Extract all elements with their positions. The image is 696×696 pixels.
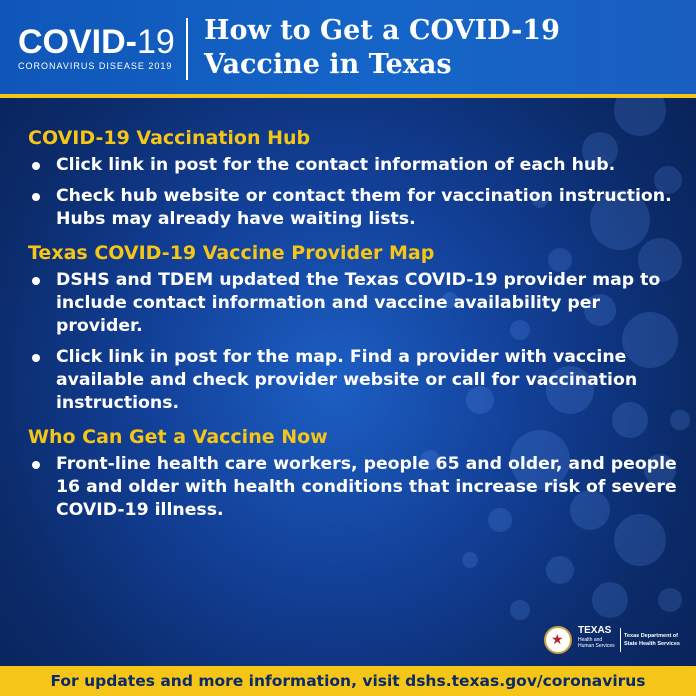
bullet-item: DSHS and TDEM updated the Texas COVID-19 provider map to include contact information and vaccine availability per provider. (28, 269, 688, 338)
bullet-dot-icon (32, 354, 40, 362)
bokeh-circle (510, 600, 530, 620)
header-divider (186, 18, 188, 80)
logo-wordmark: COVID-19 (18, 23, 175, 61)
section-heading: COVID-19 Vaccination Hub (28, 127, 311, 149)
covid19-logo (18, 23, 175, 71)
bokeh-circle (592, 582, 628, 618)
bullet-dot-icon (32, 277, 40, 285)
agency-logo (544, 624, 688, 656)
agency-name: TEXAS (578, 625, 612, 636)
department-name: Texas Department of State Health Services (624, 633, 680, 647)
bokeh-circle (462, 552, 478, 568)
section-who-can-get (28, 425, 688, 522)
agency-subname: Health and Human Services (578, 637, 615, 649)
header-banner (0, 0, 696, 98)
section-provider-map (28, 241, 688, 415)
bullet-item: Check hub website or contact them for vaccination instruction. Hubs may already have waiting lists. (28, 185, 688, 231)
section-heading: Texas COVID-19 Vaccine Provider Map (28, 242, 435, 264)
footer-banner: For updates and more information, visit dshs.texas.gov/coronavirus (0, 666, 696, 696)
bullet-dot-icon (32, 162, 40, 170)
section-heading: Who Can Get a Vaccine Now (28, 426, 328, 448)
main-content (28, 126, 688, 532)
bullet-item: Click link in post for the map. Find a provider with vaccine available and check provider website or call for vaccination instructions. (28, 346, 688, 415)
logo-subtitle: CORONAVIRUS DISEASE 2019 (18, 61, 173, 71)
texas-seal-icon: ★ (544, 626, 572, 654)
agency-divider (620, 628, 621, 652)
bokeh-circle (546, 556, 574, 584)
bullet-item: Front-line health care workers, people 65 and older, and people 16 and older with health conditions that increase risk of severe COVID-19 illness. (28, 453, 688, 522)
bullet-dot-icon (32, 461, 40, 469)
bullet-dot-icon (32, 193, 40, 201)
page-title: How to Get a COVID-19 Vaccine in Texas (204, 15, 560, 80)
bokeh-circle (658, 588, 682, 612)
section-vaccination-hub (28, 126, 688, 231)
bullet-item: Click link in post for the contact information of each hub. (28, 154, 688, 177)
